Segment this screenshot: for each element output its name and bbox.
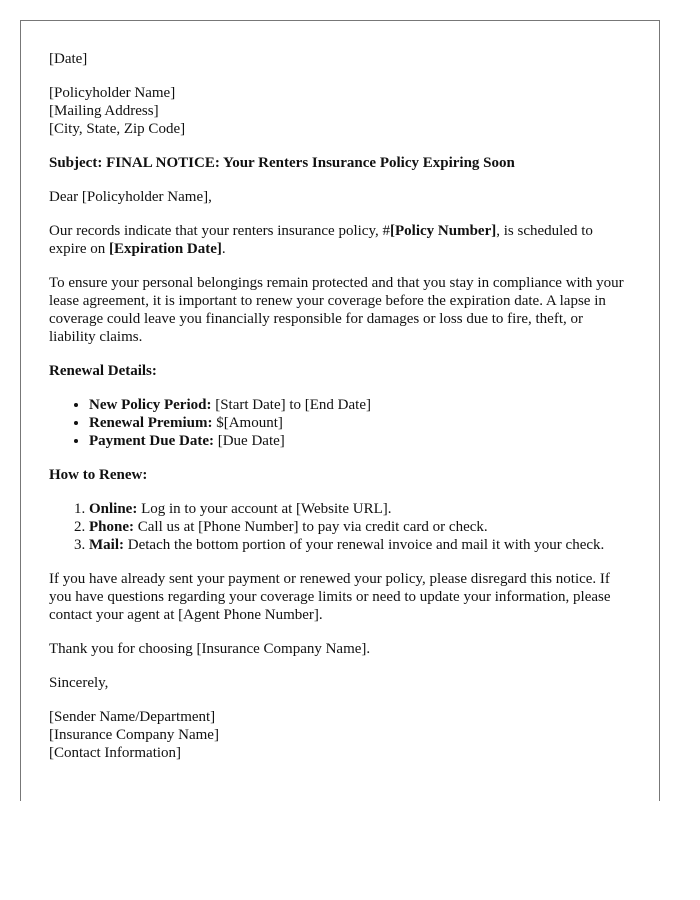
letter-page [20, 20, 660, 801]
salutation: Dear [Policyholder Name], [49, 189, 212, 205]
renewal-details-heading-text: Renewal Details: [49, 363, 157, 379]
list-item [89, 396, 631, 414]
list-item [89, 500, 631, 518]
recipient-name: [Policyholder Name] [49, 85, 176, 101]
renew-method-label: Online: [89, 501, 138, 517]
closing-line: Sincerely, [49, 675, 109, 691]
list-item [89, 536, 631, 554]
renewal-details-heading [49, 362, 631, 380]
renewal-item-value: $[Amount] [212, 415, 283, 431]
renew-method-text: Call us at [Phone Number] to pay via credit card or check. [134, 519, 488, 535]
disregard-paragraph: If you have already sent your payment or renewed your policy, please disregard this notice. If you have questions regarding your coverage limits or need to update your information, please contact your agent at [Agent Phone Number]. [49, 571, 611, 623]
how-to-renew-heading [49, 466, 631, 484]
list-item [89, 518, 631, 536]
how-to-renew-heading-text: How to Renew: [49, 467, 148, 483]
signature-block [49, 708, 631, 762]
renewal-item-value: [Due Date] [213, 433, 285, 449]
recipient-address: [Mailing Address] [49, 103, 159, 119]
recipient-city-state-zip: [City, State, Zip Code] [49, 121, 186, 137]
expiration-date: [Expiration Date] [108, 241, 222, 257]
thank-you-line: Thank you for choosing [Insurance Company Name]. [49, 641, 371, 657]
renew-method-text: Log in to your account at [Website URL]. [137, 501, 392, 517]
contact-information: [Contact Information] [49, 745, 182, 761]
recipient-address-block [49, 84, 631, 138]
renewal-item-label: New Policy Period: [89, 397, 212, 413]
policy-number: [Policy Number] [390, 223, 497, 239]
para1-text-3: . [221, 241, 226, 257]
renewal-item-label: Payment Due Date: [89, 433, 214, 449]
para1-text-1: Our records indicate that your renters insurance policy, # [49, 223, 390, 239]
renewal-item-label: Renewal Premium: [89, 415, 213, 431]
how-to-renew-list [49, 500, 631, 554]
policy-expiry-paragraph [49, 222, 631, 258]
renew-method-label: Phone: [89, 519, 134, 535]
renewal-item-value: [Start Date] to [End Date] [211, 397, 371, 413]
company-name: [Insurance Company Name] [49, 727, 219, 743]
coverage-paragraph: To ensure your personal belongings remain protected and that you stay in compliance with your lease agreement, it is important to renew your coverage before the expiration date. A lapse in coverage could leave you financially responsible for damages or loss due to fire, theft, or liability claims. [49, 275, 624, 345]
subject-line [49, 154, 631, 172]
renewal-details-list [49, 396, 631, 450]
list-item [89, 414, 631, 432]
sender-name: [Sender Name/Department] [49, 709, 216, 725]
para1-text-2: , is scheduled to expire on [49, 223, 593, 257]
renew-method-label: Mail: [89, 537, 124, 553]
subject-text: Subject: FINAL NOTICE: Your Renters Insurance Policy Expiring Soon [49, 155, 515, 171]
letter-date: [Date] [49, 51, 88, 67]
list-item [89, 432, 631, 450]
renew-method-text: Detach the bottom portion of your renewal invoice and mail it with your check. [124, 537, 605, 553]
